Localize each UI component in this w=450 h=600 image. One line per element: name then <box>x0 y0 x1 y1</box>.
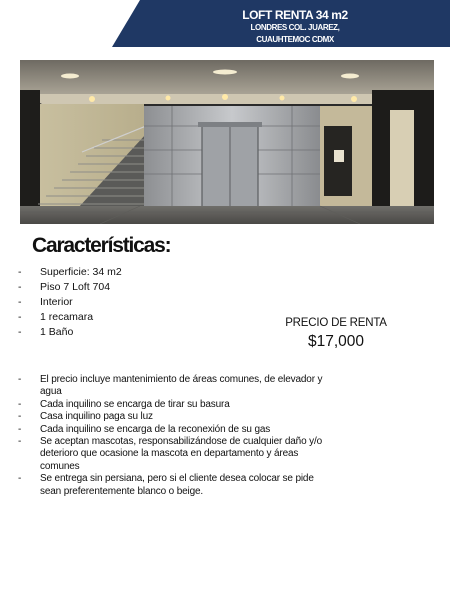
listing-title: LOFT RENTA 34 m2 <box>242 8 348 22</box>
feature-item: - 1 Baño <box>18 325 122 340</box>
price-value: $17,000 <box>307 333 365 350</box>
note-item: - Se aceptan mascotas, responsabilizándose de cualquier daño y/o deterioro que ocasione la mascota en departamento y áreas comunes <box>18 436 336 473</box>
feature-item: - Interior <box>18 295 122 310</box>
note-item: - Cada inquilino se encarga de tirar su basura <box>18 399 336 411</box>
price-box <box>278 316 394 353</box>
address-line-2: CUAUHTEMOC CDMX <box>256 35 334 44</box>
lobby-illustration <box>20 60 434 224</box>
banner-text <box>205 8 385 46</box>
address-line-1: LONDRES COL. JUAREZ, <box>250 23 340 32</box>
price-label: PRECIO DE RENTA <box>285 317 387 329</box>
feature-item: - 1 recamara <box>18 310 122 325</box>
section-title: Características: <box>32 234 171 257</box>
feature-item: - Superficie: 34 m2 <box>18 265 122 280</box>
lobby-photo <box>20 60 434 224</box>
features-list <box>18 265 122 340</box>
note-item: - Se entrega sin persiana, pero si el cliente desea colocar se pide sean preferentemente blanco o beige. <box>18 473 336 498</box>
note-item: - Casa inquilino paga su luz <box>18 411 336 423</box>
feature-item: - Piso 7 Loft 704 <box>18 280 122 295</box>
notes-list <box>18 374 336 498</box>
note-item: - Cada inquilino se encarga de la reconexión de su gas <box>18 424 336 436</box>
note-item: - El precio incluye mantenimiento de áreas comunes, de elevador y agua <box>18 374 336 399</box>
